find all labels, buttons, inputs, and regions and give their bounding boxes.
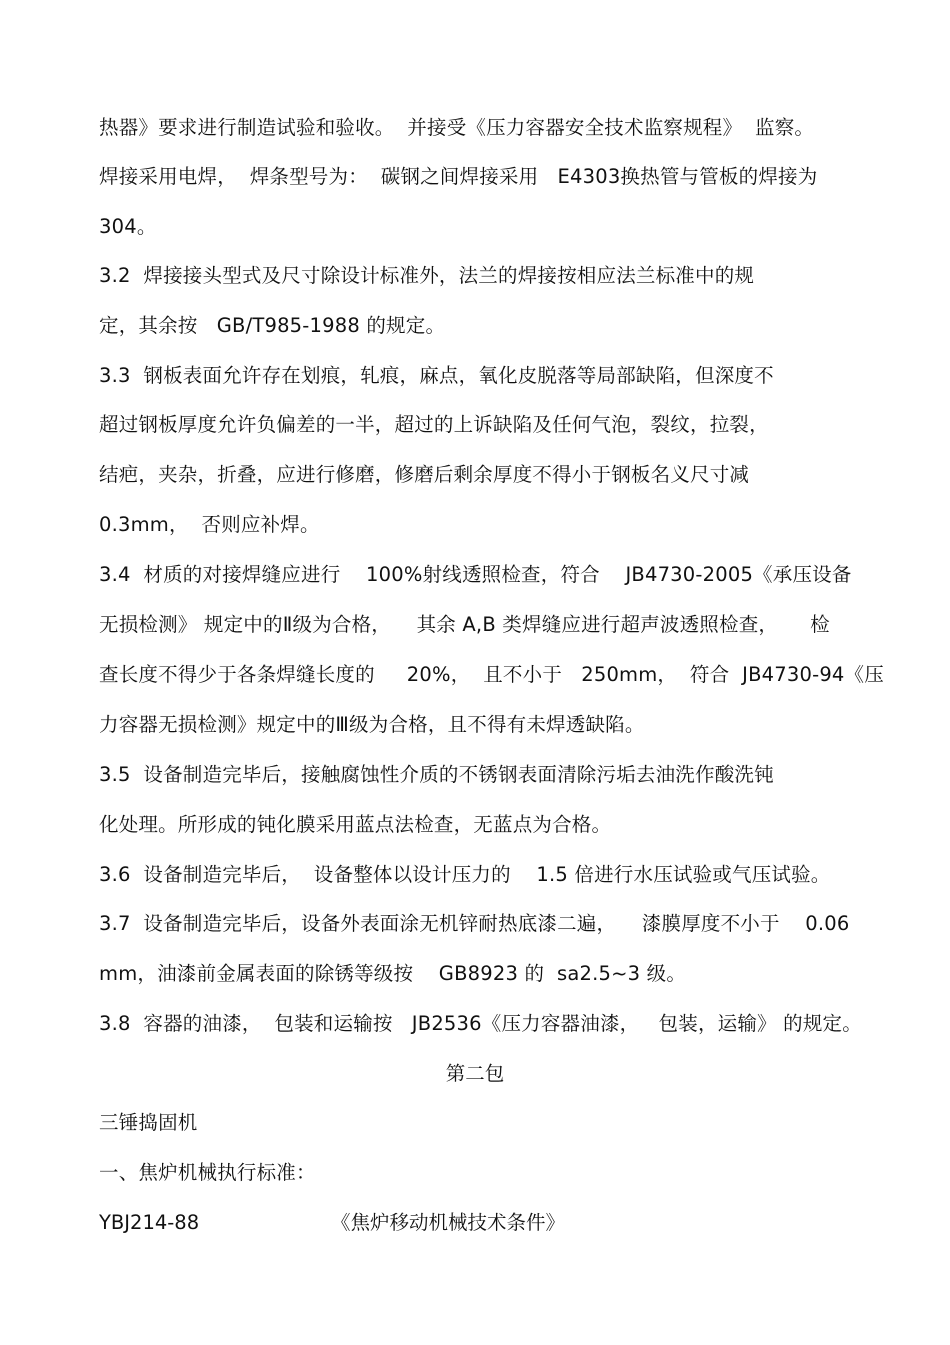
text-line: 热器》要求进行制造试验和验收。 并接受《压力容器安全技术监察规程》 监察。 xyxy=(99,116,815,139)
text-line: 焊接采用电焊， 焊条型号为： 碳钢之间焊接采用 E4303换热管与管板的焊接为 xyxy=(99,165,818,188)
section-heading: 第二包 xyxy=(445,1062,505,1085)
text-line: 定，其余按 GB/T985-1988 的规定。 xyxy=(99,314,446,337)
text-line: 3.6 设备制造完毕后， 设备整体以设计压力的 1.5 倍进行水压试验或气压试验。 xyxy=(99,863,831,886)
text-line: 无损检测》 规定中的Ⅱ级为合格， 其余 A,B 类焊缝应进行超声波透照检查， 检 xyxy=(99,613,830,636)
text-line: 结疤，夹杂，折叠，应进行修磨，修磨后剩余厚度不得小于钢板名义尺寸减 xyxy=(99,463,750,486)
text-line: 查长度不得少于各条焊缝长度的 20%， 且不小于 250mm， 符合 JB4730-94《压 xyxy=(99,663,884,686)
text-line: 3.7 设备制造完毕后，设备外表面涂无机锌耐热底漆二遍， 漆膜厚度不小于 0.06 xyxy=(99,912,850,935)
text-line: 0.3mm， 否则应补焊。 xyxy=(99,513,320,536)
machine-name: 三锤捣固机 xyxy=(99,1111,198,1134)
text-line: 化处理。所形成的钝化膜采用蓝点法检查，无蓝点为合格。 xyxy=(99,813,612,836)
text-line: 3.4 材质的对接焊缝应进行 100%射线透照检查，符合 JB4730-2005《承压设备 xyxy=(99,563,852,586)
text-line: 3.2 焊接接头型式及尺寸除设计标准外，法兰的焊接按相应法兰标准中的规 xyxy=(99,264,755,287)
standard-title: 《焦炉移动机械技术条件》 xyxy=(331,1211,566,1234)
text-line: 3.5 设备制造完毕后，接触腐蚀性介质的不锈钢表面清除污垢去油洗作酸洗钝 xyxy=(99,763,774,786)
text-line: 3.8 容器的油漆， 包装和运输按 JB2536《压力容器油漆， 包装，运输》 的规定。 xyxy=(99,1012,862,1035)
text-line: 304。 xyxy=(99,215,157,238)
text-line: mm，油漆前金属表面的除锈等级按 GB8923 的 sa2.5~3 级。 xyxy=(99,962,687,985)
text-line: 力容器无损检测》规定中的Ⅲ级为合格，且不得有未焊透缺陷。 xyxy=(99,713,645,736)
text-line: 超过钢板厚度允许负偏差的一半，超过的上诉缺陷及任何气泡，裂纹，拉裂， xyxy=(99,413,769,436)
standard-code: YBJ214-88 xyxy=(99,1211,200,1234)
text-line: 3.3 钢板表面允许存在划痕，轧痕，麻点，氧化皮脱落等局部缺陷，但深度不 xyxy=(99,364,774,387)
standards-heading: 一、焦炉机械执行标准： xyxy=(99,1161,316,1184)
